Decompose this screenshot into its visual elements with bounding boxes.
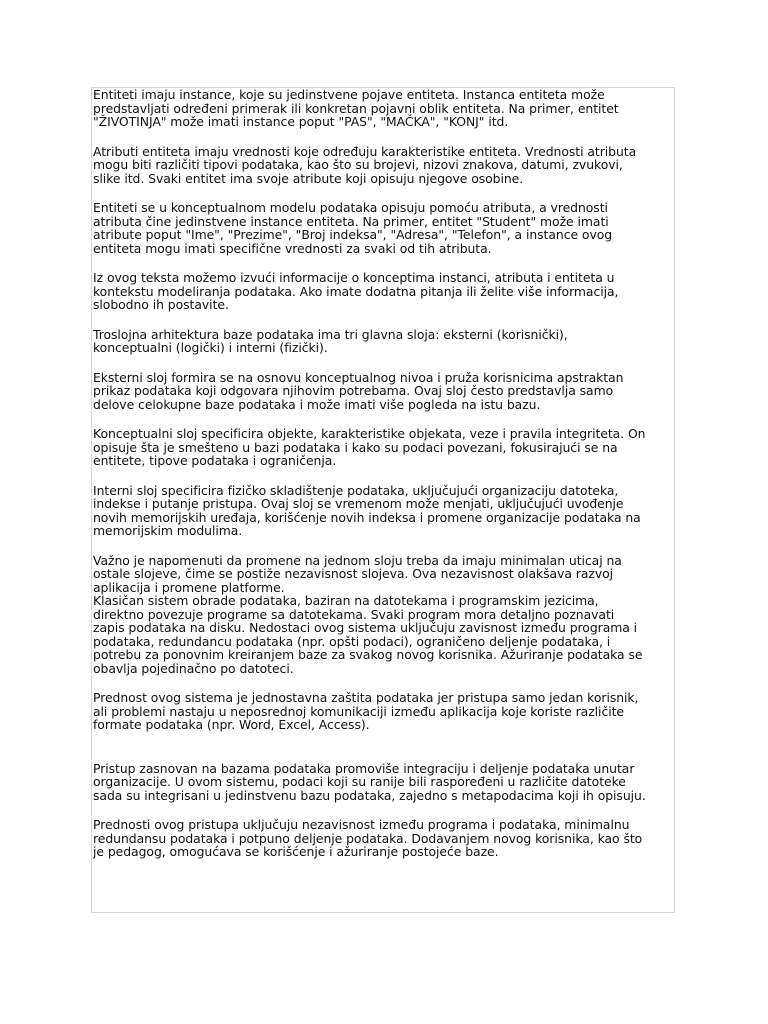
paragraph-classic-advantages: Prednost ovog sistema je jednostavna zaštita podataka jer pristupa samo jedan korisnik, ali problemi nastaju u neposrednoj komunikaciji između aplikacija koje koriste različite formate podataka (npr. Word, Excel, Access).: [93, 690, 639, 732]
paragraph-conceptual-model: Entiteti se u konceptualnom modelu podataka opisuju pomoću atributa, a vrednosti atributa čine jedinstvene instance entiteta. Na primer, entitet "Student" može imati atribute poput "Ime", "Prezime", "Broj indeksa", "Adresa", "Telefon", a instance ovog entiteta mogu imati specifične vrednosti za svaki od tih atributa.: [93, 200, 613, 256]
paragraph-three-tier-architecture: Troslojna arhitektura baze podataka ima tri glavna sloja: eksterni (korisnički), konceptualni (logički) i interni (fizički).: [93, 326, 568, 355]
paragraph-classic-system: Klasičan sistem obrade podataka, baziran na datotekama i programskim jezicima, direktno povezuje programe sa datotekama. Svaki program mora detaljno poznavati zapis podataka na disku. Nedostaci ovog sistema uključuju zavisnost između programa i podataka, redundancu podataka (npr. opšti podaci), ograničeno deljenje podataka, i potrebu za ponovnim kreiranjem baze za svakog novog korisnika. Ažuriranje podataka se obavlja pojedinačno po datoteci.: [93, 593, 643, 676]
paragraph-instances: Entiteti imaju instance, koje su jedinstvene pojave entiteta. Instanca entiteta može predstavljati određeni primerak ili konkretan pojavni oblik entiteta. Na primer, entitet "ŽIVOTINJA" može imati instance poput "PAS", "MAČKA", "KONJ" itd.: [93, 87, 619, 129]
paragraph-summary: Iz ovog teksta možemo izvući informacije o konceptima instanci, atributa i entiteta u kontekstu modeliranja podataka. Ako imate dodatna pitanja ili želite više informacija, slobodno ih postavite.: [93, 270, 619, 312]
paragraph-layer-independence: Važno je napomenuti da promene na jednom sloju treba da imaju minimalan uticaj na ostale slojeve, čime se postiže nezavisnost slojeva. Ova nezavisnost olakšava razvoj aplikacija i promene platforme.: [93, 552, 622, 595]
paragraph-external-layer: Eksterni sloj formira se na osnovu konceptualnog nivoa i pruža korisnicima apstraktan prikaz podataka koji odgovara njihovim potrebama. Ovaj sloj često predstavlja samo delove celokupne baze podataka i može imati više pogleda na istu bazu.: [93, 369, 624, 412]
paragraph-attribute-values: Atributi entiteta imaju vrednosti koje određuju karakteristike entiteta. Vrednosti atributa mogu biti različiti tipovi podataka, kao što su brojevi, nizovi znakova, datumi, zvukovi, slike itd. Svaki entitet ima svoje atribute koji opisuju njegove osobine.: [93, 143, 637, 186]
paragraph-conceptual-layer: Konceptualni sloj specificira objekte, karakteristike objekata, veze i pravila integriteta. On opisuje šta je smešteno u bazi podataka i kako su podaci povezani, fokusirajući se na entitete, tipove podataka i ograničenja.: [93, 426, 646, 468]
paragraph-database-advantages: Prednosti ovog pristupa uključuju nezavisnost između programa i podataka, minimalnu redundansu podataka i potpuno deljenje podataka. Dodavanjem novog korisnika, kao što je pedagog, omogućava se korišćenje i ažuriranje postojeće baze.: [93, 817, 643, 859]
paragraph-database-approach: Pristup zasnovan na bazama podataka promoviše integraciju i deljenje podataka unutar organizacije. U ovom sistemu, podaci koji su ranije bili raspoređeni u različite datoteke sada su integrisani u jedinstvenu bazu podataka, zajedno s metapodacima koji ih opisuju.: [93, 760, 646, 803]
paragraph-internal-layer: Interni sloj specificira fizičko skladištenje podataka, uključujući organizaciju datoteka, indekse i putanje pristupa. Ovaj sloj se vremenom može menjati, uključujući uvođenje novih memorijskih uređaja, korišćenje novih indeksa i promene organizacije podataka na memorijskim modulima.: [93, 482, 641, 538]
document-body: [93, 88, 679, 859]
